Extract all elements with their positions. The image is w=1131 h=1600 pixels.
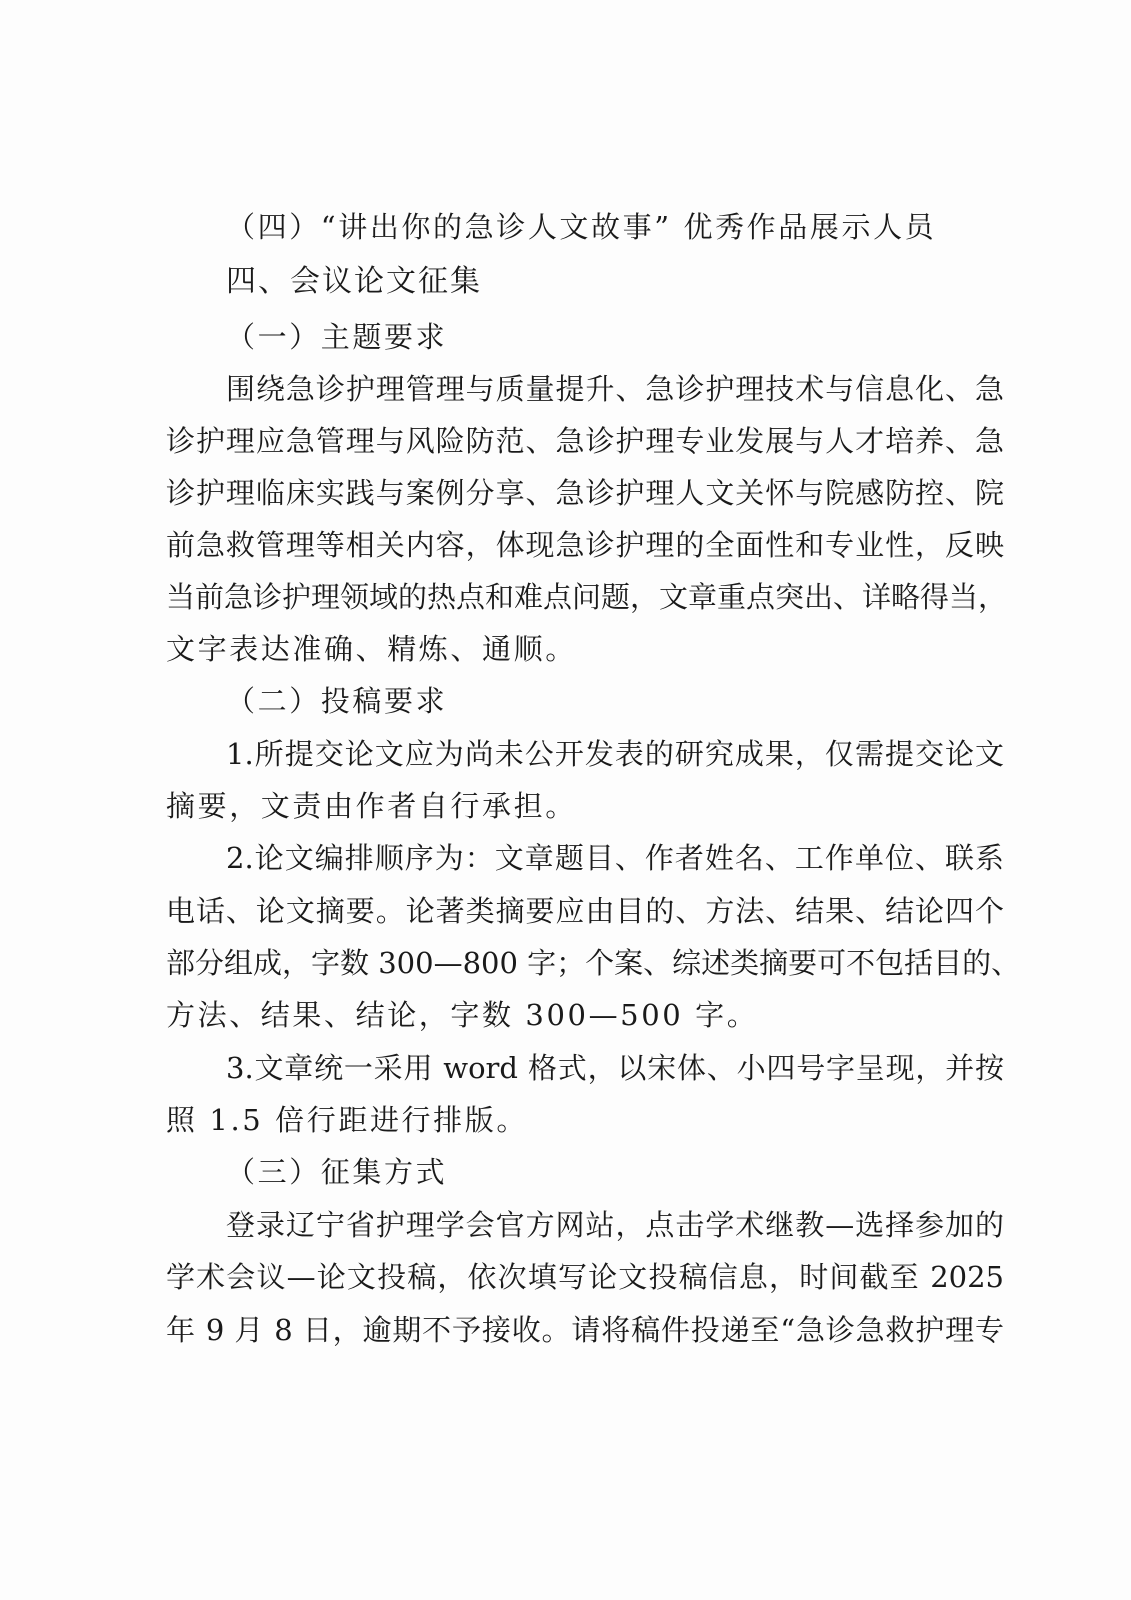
paragraph-line: 3.文章统一采用 word 格式，以宋体、小四号字呈现，并按 xyxy=(226,1051,1004,1085)
paragraph-line: 前急救管理等相关内容，体现急诊护理的全面性和专业性，反映 xyxy=(166,528,1004,562)
paragraph-line: 电话、论文摘要。论著类摘要应由目的、方法、结果、结论四个 xyxy=(166,894,1004,928)
subheading-four: （四）“讲出你的急诊人文故事” 优秀作品展示人员 xyxy=(226,210,937,244)
paragraph-line: 学术会议—论文投稿，依次填写论文投稿信息，时间截至 2025 xyxy=(166,1260,1004,1294)
paragraph-line: 方法、结果、结论，字数 300—500 字。 xyxy=(166,998,759,1032)
paragraph-line: 诊护理应急管理与风险防范、急诊护理专业发展与人才培养、急 xyxy=(166,424,1004,458)
paragraph-line: 摘要，文责由作者自行承担。 xyxy=(166,789,577,823)
paragraph-line: 当前急诊护理领域的热点和难点问题，文章重点突出、详略得当， xyxy=(166,580,1008,614)
paragraph-line: 1.所提交论文应为尚未公开发表的研究成果，仅需提交论文 xyxy=(226,737,1004,771)
paragraph-line: 登录辽宁省护理学会官方网站，点击学术继教—选择参加的 xyxy=(226,1208,1004,1242)
paragraph-line: 年 9 月 8 日，逾期不予接收。请将稿件投递至“急诊急救护理专 xyxy=(166,1313,1004,1347)
paragraph-line: 诊护理临床实践与案例分享、急诊护理人文关怀与院感防控、院 xyxy=(166,476,1004,510)
subheading-method: （三）征集方式 xyxy=(226,1155,448,1189)
paragraph-line: 部分组成，字数 300—800 字；个案、综述类摘要可不包括目的、 xyxy=(166,946,1021,980)
paragraph-line: 照 1.5 倍行距进行排版。 xyxy=(166,1103,528,1137)
section-heading-papers: 四、会议论文征集 xyxy=(226,264,482,299)
paragraph-line: 文字表达准确、精炼、通顺。 xyxy=(166,632,577,666)
paragraph-line: 2.论文编排顺序为：文章题目、作者姓名、工作单位、联系 xyxy=(226,841,1004,875)
paragraph-line: 围绕急诊护理管理与质量提升、急诊护理技术与信息化、急 xyxy=(226,372,1004,406)
subheading-submission: （二）投稿要求 xyxy=(226,684,448,718)
subheading-theme: （一）主题要求 xyxy=(226,320,448,354)
